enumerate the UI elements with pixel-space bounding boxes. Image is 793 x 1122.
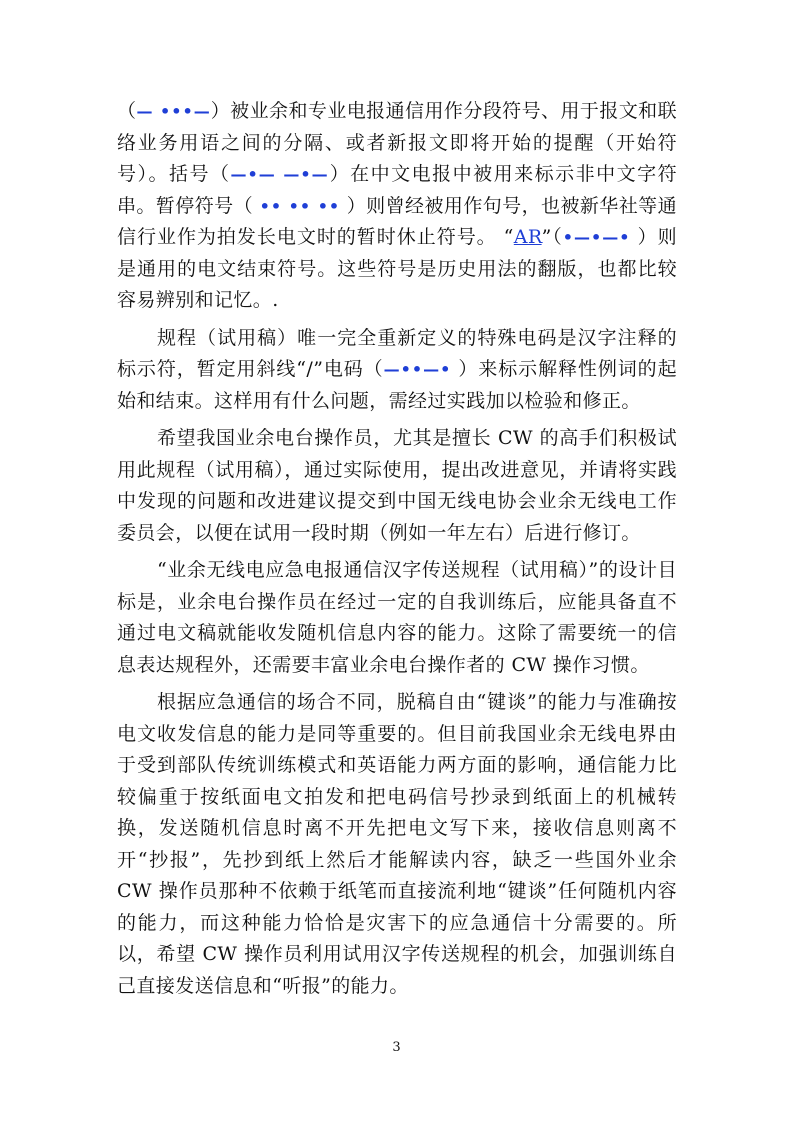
p4-text: “业余无线电应急电报通信汉字传送规程（试用稿）”的设计目标是，业余电台操作员在经过一定的自我训练后，应能具备直不通过电文稿就能收发随机信息内容的能力。这除了需要统一的信息表达规程外，还需要丰富业余电台操作者的 CW 操作习惯。 (117, 559, 677, 676)
p3-text: 希望我国业余电台操作员，尤其是擅长 CW 的高手们积极试用此规程（试用稿），通过实际使用，提出改进意见，并请将实践中发现的问题和改进建议提交到中国无线电协会业余无线电工作委员会，以便在试用一段时期（例如一年左右）后进行修订。 (117, 427, 677, 544)
p1-text-6: ）则是通用的电文结束符号。这些符号是历史用法的翻版，也都比较容易辨别和记忆。. (117, 226, 678, 311)
paragraph-1 (117, 96, 677, 317)
ar-prosign: AR (513, 226, 542, 248)
p1-text-3: ）在中文电报中被用来标示非中文字符串。暂停符号（ (117, 163, 677, 217)
paragraph-2 (117, 323, 677, 418)
morse-bracket-code: —•— —•— (230, 165, 329, 184)
morse-separator-code: — •••— (136, 102, 211, 121)
p2-text-1: 规程（试用稿）唯一完全重新定义的特殊电码是汉字注释的标示符，暂定用斜线“/”电码（ (117, 326, 677, 380)
p1-text-2: ）被业余和专业电报通信用作分段符号、用于报文和联络业务用语之间的分隔、或者新报文即将开始的提醒（开始符号）。括号（ (117, 100, 677, 185)
morse-slash-code: —••—• (383, 360, 459, 379)
paragraph-3 (117, 423, 677, 549)
p5-text: 根据应急通信的场合不同，脱稿自由“键谈”的能力与准确按电文收发信息的能力是同等重要的。但目前我国业余无线电界由于受到部队传统训练模式和英语能力两方面的影响，通信能力比较偏重于按纸面电文拍发和把电码信号抄录到纸面上的机械转换，发送随机信息时离不开先把电文写下来，接收信息则离不开“抄报”，先抄到纸上然后才能解读内容，缺乏一些国外业余 CW 操作员那种不依赖于纸笔而直接流利地“键谈”任何随机内容的能力，而这种能力恰恰是灾害下的应急通信十分需要的。所以，希望 CW 操作员利用试用汉字传送规程的机会，加强训练自己直接发送信息和“听报”的能力。 (117, 691, 677, 997)
document-body (117, 96, 677, 1008)
p1-text-5: ”（ (541, 226, 563, 248)
p1-text-4: ）则曾经被用作句号，也被新华社等通信行业作为拍发长电文时的暂时休止符号。 “ (117, 194, 677, 248)
paragraph-4 (117, 555, 677, 681)
morse-ar-code: •—•—• (562, 228, 638, 247)
morse-pause-code: •• •• •• (253, 196, 347, 216)
p1-text-1: （ (117, 100, 137, 122)
p2-text-2: ）来标示解释性例词的起始和结束。这样用有什么问题，需经过实践加以检验和修正。 (117, 358, 677, 412)
paragraph-5 (117, 687, 677, 1002)
page-number: 3 (392, 1040, 401, 1055)
